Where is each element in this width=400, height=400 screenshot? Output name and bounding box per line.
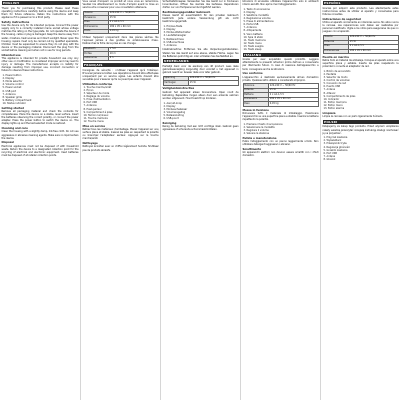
body-paragraph: Electrical appliances must not be disposed of with household waste. Return the device to a designated collection point for the recycling of electrical and electronic equipment. Used batteries must be disposed of at retailer collection points. xyxy=(1,144,79,158)
section-subheading: Uso conforme xyxy=(242,72,263,76)
list-item: 3. Selettore modalità xyxy=(243,13,269,17)
list-item: 6. Puerto USB xyxy=(323,85,340,89)
list-item: 10. Témoin lumineux xyxy=(83,113,109,117)
list-item: 10. Status indicator xyxy=(2,101,26,105)
list-item: 5. Netaansluiting xyxy=(163,114,184,117)
section-subheading: Smaltimento xyxy=(242,147,262,151)
body-paragraph: This appliance is intended for private household use only. Any other use or modification is considered improper and may lead to injury or damage. The manufacturer accepts no liability for damage resulting from improper use, incorrect connection or failure to observe these instructions. xyxy=(1,57,79,73)
list-item: 13. Botón alarma xyxy=(323,107,345,111)
list-item: 11. Botón memoria xyxy=(323,100,347,104)
list-item: 8. Haut-parleur xyxy=(83,107,102,111)
list-item: 13. Tasto sveglia xyxy=(243,44,264,48)
spec-table xyxy=(163,76,239,86)
spec-value: 180 x 95 x 60 mm xyxy=(109,25,159,30)
numbered-list xyxy=(83,86,159,123)
section-subheading: Nettoyage xyxy=(82,142,98,145)
list-item: 7. Antena xyxy=(323,88,336,92)
list-item: 2. Pantalla xyxy=(323,73,337,76)
spec-table xyxy=(83,47,159,62)
table-row xyxy=(83,56,158,61)
list-item: 3. Przełącznik trybu xyxy=(323,142,348,146)
body-paragraph: Use the device only for its intended purpose. Connect the power supply only to a correctly installed mains socket whose voltage matches the rating on the type plate. Do not operate the device if the housing, cable or plug is damaged. Keep the device away from water, moisture, heat sources and direct sunlight. Never open the housing; repairs must only be carried out by qualified specialists. Children must be supervised to ensure they do not play with the device or the packaging material. Disconnect the plug from the socket before cleaning and when not in use for long periods. xyxy=(1,24,79,52)
numbered-list xyxy=(323,70,399,110)
list-item: 5. Presa di alimentazione xyxy=(243,20,274,24)
spec-value: 15 W xyxy=(269,88,319,93)
table-row xyxy=(163,81,238,86)
body-paragraph: Pulire l'alloggiamento con un panno leggermente umido. Non utilizzare detergenti aggressivi o abrasivi. xyxy=(242,140,319,147)
section-subheading: Indicaciones de seguridad xyxy=(322,17,361,21)
body-paragraph: Remove all packaging material and check the contents for completeness. Place the device on a stable, level surface. Insert the batteries observing the correct polarity, or connect the power adapter. Press the power button to switch the device on. The display lights up and the last selected mode is restored. xyxy=(1,110,79,126)
body-paragraph: Utilice el aparato únicamente en interiores secos. No abra nunca la carcasa. Las reparaciones solo deben ser realizadas por personal cualificado. Vigile a los niños para asegurarse de que no jueguen con el aparato. xyxy=(322,21,399,34)
section-subheading: Cleaning and care xyxy=(1,127,28,131)
list-item: 7. Antenna xyxy=(2,92,16,96)
list-item: 11. Touche mémoire xyxy=(83,116,108,120)
spec-value: 15 W xyxy=(349,40,399,45)
list-item: 12. Touche menu xyxy=(83,119,104,123)
spec-value: 220-240 V ~ 50/60 Hz xyxy=(349,36,399,41)
list-item: 10. Indicador xyxy=(323,97,340,101)
spec-label: Pilas xyxy=(323,45,349,50)
list-item: 3. Selector de modo xyxy=(323,76,348,80)
list-item: 1. Tasto di accensione xyxy=(243,7,270,11)
spec-label: Batterie xyxy=(243,93,269,98)
list-item: 9. Vano batterie xyxy=(243,32,263,36)
list-item: 3. Regolare il volume xyxy=(243,129,269,132)
spec-value: 8 h xyxy=(109,56,159,61)
list-item: 5. Netzanschluss xyxy=(163,37,184,41)
section-subheading: Utilisation conforme xyxy=(82,82,113,86)
list-item: 8. Altoparlante xyxy=(243,29,262,33)
section-subheading: Puesta en marcha xyxy=(322,55,349,59)
language-heading: FRANÇAIS xyxy=(83,63,159,67)
body-paragraph: Reinig de behuizing met een licht vochtige doek. Gebruik geen agressieve of schurende schoonmaakmiddelen. xyxy=(162,125,239,132)
section-subheading: Intended use xyxy=(1,53,21,57)
text-column xyxy=(0,0,80,400)
numbered-list xyxy=(243,8,319,51)
spec-label: Potencia xyxy=(323,40,349,45)
list-item: 2. Display xyxy=(243,10,256,14)
list-item: 6. Port USB xyxy=(83,101,97,105)
list-item: 1. Premere il tasto di accensione xyxy=(243,122,283,126)
body-paragraph: Hartelijk dank voor de aankoop van dit product. Lees deze gebruiksaanwijzing zorgvuldig door voordat u het apparaat in gebruik neemt en bewaar deze voor later gebruik. xyxy=(162,64,239,75)
spec-label: Tensión xyxy=(323,36,349,41)
body-paragraph: Gli apparecchi elettrici non devono essere smaltiti con i rifiuti domestici. xyxy=(242,151,319,158)
list-item: 12. Botón menú xyxy=(323,103,343,107)
list-item: 2. Display xyxy=(163,104,176,108)
list-item: 3. Mode selector xyxy=(2,80,23,84)
spec-label: Tension xyxy=(83,11,109,16)
numbered-list xyxy=(163,102,239,121)
spec-value: 220-240 V ~ 50/60 Hz xyxy=(109,11,159,16)
body-paragraph: Thank you for purchasing this product. Please read these operating instructions carefully before using the device and keep them for future reference. Retain the instructions with the appliance if it is passed on to a third party. xyxy=(1,6,79,20)
language-heading: ESPAÑOL xyxy=(323,1,399,5)
spec-value: 180 x 95 x 60 mm xyxy=(349,49,399,54)
list-item: 12. Tasto menu xyxy=(243,41,262,45)
list-item: 6. USB-poort xyxy=(163,117,179,121)
list-item: 2. Display xyxy=(163,28,176,32)
section-subheading: Mise en service xyxy=(82,124,106,128)
list-item: 5. Gniazdo zasilania xyxy=(323,148,348,152)
list-item: 5. Prise d'alimentation xyxy=(83,98,111,102)
spec-label: Tensione xyxy=(243,84,269,89)
numbered-list xyxy=(163,25,239,47)
section-subheading: Safety instructions xyxy=(1,20,30,24)
text-column xyxy=(80,0,160,400)
list-item: 4. Volume control xyxy=(2,83,24,87)
body-paragraph: Clean the housing with a slightly damp, lint-free cloth. Do not use aggressive or abrasive cleaning agents. Make sure no liquid enters the device. xyxy=(1,130,79,140)
spec-value: 0,45 kg xyxy=(109,29,159,34)
body-paragraph: Sicherheitshinweise: Verwenden Sie das Gerät nur in trockenen Innenräumen. Öffnen Sie niemals das Gehäuse. Reparaturen dürfen nur von Fachpersonal durchgeführt werden. xyxy=(162,0,239,10)
body-paragraph: Inbetriebnahme: Entfernen Sie alle Verpackungsmaterialien. Stellen Sie das Gerät auf eine ebene, stabile Fläche. Legen Sie die Batterien polrichtig ein oder schließen Sie das Netzteil an. xyxy=(162,48,239,58)
spec-label: Dimensioni xyxy=(243,97,269,102)
section-subheading: Bestimmungsgemäßer Gebrauch xyxy=(162,10,211,14)
spec-value: 2 x AA 1,5 V xyxy=(349,45,399,50)
section-subheading: Limpieza xyxy=(322,111,336,115)
spec-value: 15 W xyxy=(109,16,159,21)
list-item: 10. Spia di stato xyxy=(243,35,263,39)
body-paragraph: Retire todo el material de embalaje. Coloque el aparato sobre una superficie plana y estable. Inserte las pilas respetando la polaridad o conecte el adaptador de red. xyxy=(322,59,399,69)
language-heading: ITALIANO xyxy=(243,53,319,57)
list-item: 8. Altavoz xyxy=(323,91,336,95)
spec-label: Poids xyxy=(83,29,109,34)
list-item: 4. Control de volumen xyxy=(323,79,351,83)
spec-label: Bluetooth xyxy=(83,47,109,52)
list-item: 1. Ein/Aus-Taste xyxy=(163,25,183,29)
text-column xyxy=(240,0,320,400)
body-paragraph: Dziękujemy za zakup tego produktu. Przed użyciem urządzenia należy uważnie przeczytać niniejszą instrukcję obsługi i zachować ją na przyszłość. xyxy=(322,125,399,135)
numbered-list xyxy=(2,74,79,105)
body-paragraph: Gebruik het apparaat alleen binnenshuis. Open nooit de behuizing. Reparaties mogen alleen door een erkende vakman worden uitgevoerd. Houd toezicht op kinderen. xyxy=(162,90,239,100)
spec-label: Portée xyxy=(83,52,109,57)
list-item: 5. Power socket xyxy=(2,86,22,90)
spec-table xyxy=(323,35,399,54)
list-item: 11. Tasto memoria xyxy=(243,38,266,42)
body-paragraph: Grazie per aver acquistato questo prodotto. Leggere attentamente le presenti istruzioni prima dell'uso e conservarle per riferimento futuro. In caso di cessione dell'apparecchio a terzi, consegnare anche le istruzioni. xyxy=(242,58,319,71)
list-item: 9. Battery compartment xyxy=(2,98,32,102)
list-item: 4. Regolazione volume xyxy=(243,17,271,21)
body-paragraph: Vous venez d'acquérir ce produit et nous vous en remercions. Veuillez lire attentivement ce mode d'emploi avant la mise en service et le conserver pour une consultation ultérieure. xyxy=(82,0,159,10)
section-subheading: Disposal xyxy=(1,141,14,145)
language-heading: NEDERLANDS xyxy=(163,59,239,63)
list-item: 1. Touche marche/arrêt xyxy=(83,85,112,89)
spec-value: 2 x AA 1,5 V xyxy=(269,93,319,98)
list-item: 5. Conexión de red xyxy=(323,82,347,86)
body-paragraph: Rimuovere tutto il materiale di imballaggio. Posizionare l'apparecchio su una superficie piana e stabile. Inserire le batterie rispettando la polarità. xyxy=(242,111,319,122)
list-item: 8. Głośnik xyxy=(323,157,336,161)
spec-label: Dimensiones xyxy=(323,49,349,54)
body-paragraph: Dieses Gerät ist ausschließlich für den privaten Gebrauch bestimmt. Jede andere Verwendung gilt als nicht bestimmungsgemäß. xyxy=(162,14,239,24)
list-item: 4. Lautstärkeregler xyxy=(163,34,187,38)
body-paragraph: L'apparecchio è destinato esclusivamente all'uso domestico privato. Qualsiasi altro utilizzo è considerato improprio. xyxy=(242,75,319,82)
spec-value: 0,45 kg xyxy=(269,102,319,107)
list-item: 6. Port USB xyxy=(323,151,337,155)
body-paragraph: Gracias por adquirir este producto. Lea atentamente estas instrucciones antes de utilizar el aparato y consérvelas para futuras consultas. xyxy=(322,6,399,16)
numbered-list xyxy=(243,123,319,135)
body-paragraph: Utilisez l'appareil uniquement dans des pièces sèches. Ne l'exposez jamais à des gouttes ou éclaboussures d'eau. Débranchez la fiche de la prise en cas d'orage. xyxy=(82,35,159,46)
list-item: 2. Display xyxy=(2,77,15,81)
body-paragraph: Istruzioni di sicurezza: utilizzare l'apparecchio solo in ambienti interni asciutti. Non aprire mai l'alloggiamento. xyxy=(242,0,319,7)
list-item: 3. Modus-Wahlschalter xyxy=(163,31,191,35)
table-row xyxy=(323,49,398,54)
spec-label: Autonomie xyxy=(83,56,109,61)
list-item: 4. Volumeregeling xyxy=(163,110,186,114)
text-column xyxy=(320,0,400,400)
table-row xyxy=(243,102,318,107)
body-paragraph: Nettoyez le boîtier avec un chiffon légèrement humide. N'utilisez pas de produits abrasifs. xyxy=(82,145,159,152)
language-heading: POLSKI xyxy=(323,120,399,124)
list-item: 6. USB-Anschluss xyxy=(163,40,185,44)
spec-value: 180 x 95 x 60 mm xyxy=(269,97,319,102)
spec-label: Piles xyxy=(83,20,109,25)
section-subheading: Pulizia e manutenzione xyxy=(242,136,277,140)
language-heading: ENGLISH xyxy=(2,1,79,5)
list-item: 7. Antena xyxy=(323,154,336,158)
list-item: 7. Antenne xyxy=(83,104,97,108)
list-item: 1. Power button xyxy=(2,74,22,78)
list-item: 2. Wyświetlacz xyxy=(323,139,342,143)
section-subheading: Messa in funzione xyxy=(242,108,269,112)
spec-label: Potenza xyxy=(243,88,269,93)
spec-label: Vermogen xyxy=(163,81,189,86)
section-subheading: Reiniging xyxy=(162,121,177,125)
list-item: 3. Sélecteur de mode xyxy=(83,92,110,96)
list-item: 4. Réglage du volume xyxy=(83,95,110,99)
text-column xyxy=(160,0,240,400)
body-paragraph: Consignes de sécurité : n'utilisez l'appareil qu'à l'intérieur. N'ouvrez jamais le boîtier. Les réparations doivent être effectuées uniquement par un service agréé. Les enfants doivent être surveillés pour s'assurer qu'ils ne jouent pas avec l'appareil. xyxy=(82,68,159,81)
list-item: 2. Écran xyxy=(83,89,94,92)
spec-value: V 5.0 xyxy=(109,47,159,52)
spec-value: 220-240 V ~ 50/60 Hz xyxy=(269,84,319,89)
numbered-list xyxy=(323,136,399,161)
list-item: 8. Speaker grille xyxy=(2,95,22,99)
list-item: 2. Selezionare la modalità xyxy=(243,125,275,129)
spec-value: 15 W xyxy=(189,81,239,86)
list-item: 4. Salvare la stazione xyxy=(243,132,270,136)
list-item: 7. Antenne xyxy=(163,43,177,47)
list-item: 9. Compartiment à piles xyxy=(83,110,113,114)
spec-label: Dimensions xyxy=(83,25,109,30)
list-item: 6. Porta USB xyxy=(243,23,259,27)
list-item: 3. Modusschakelaar xyxy=(163,107,188,111)
table-row xyxy=(83,29,158,34)
list-item: 14. Tasto sleep xyxy=(243,48,262,51)
spec-label: Puissance xyxy=(83,16,109,21)
spec-value: 10 m xyxy=(109,52,159,57)
spec-table xyxy=(243,83,319,107)
list-item: 1. Aan/uit-knop xyxy=(163,101,182,105)
spec-value: 2 x AA 1,5 V xyxy=(109,20,159,25)
list-item: 6. USB port xyxy=(2,89,17,93)
list-item: 7. Antenna xyxy=(243,26,257,30)
spec-label: Spanning xyxy=(163,76,189,81)
spec-label: Peso xyxy=(243,102,269,107)
body-paragraph: Limpie la carcasa con un paño ligeramente húmedo. xyxy=(322,115,383,119)
list-item: 9. Compartimento de pilas xyxy=(323,94,356,98)
list-item: 1. Botón de encendido xyxy=(323,69,351,73)
spec-table xyxy=(83,11,159,35)
list-item: 4. Regulacja głośności xyxy=(323,145,351,149)
list-item: 1. Przycisk zasilania xyxy=(323,136,348,140)
body-paragraph: Retirez tous les matériaux d'emballage. Placez l'appareil sur une surface plane et stable. Insérez les piles en respectant la polarité ou branchez l'adaptateur secteur. Appuyez sur la touche marche/arrêt. xyxy=(82,128,159,141)
section-subheading: Getting started xyxy=(1,106,25,110)
section-subheading: Veiligheidsinstructies xyxy=(162,87,195,91)
spec-value: 220-240 V ~ 50/60 Hz xyxy=(189,76,239,81)
